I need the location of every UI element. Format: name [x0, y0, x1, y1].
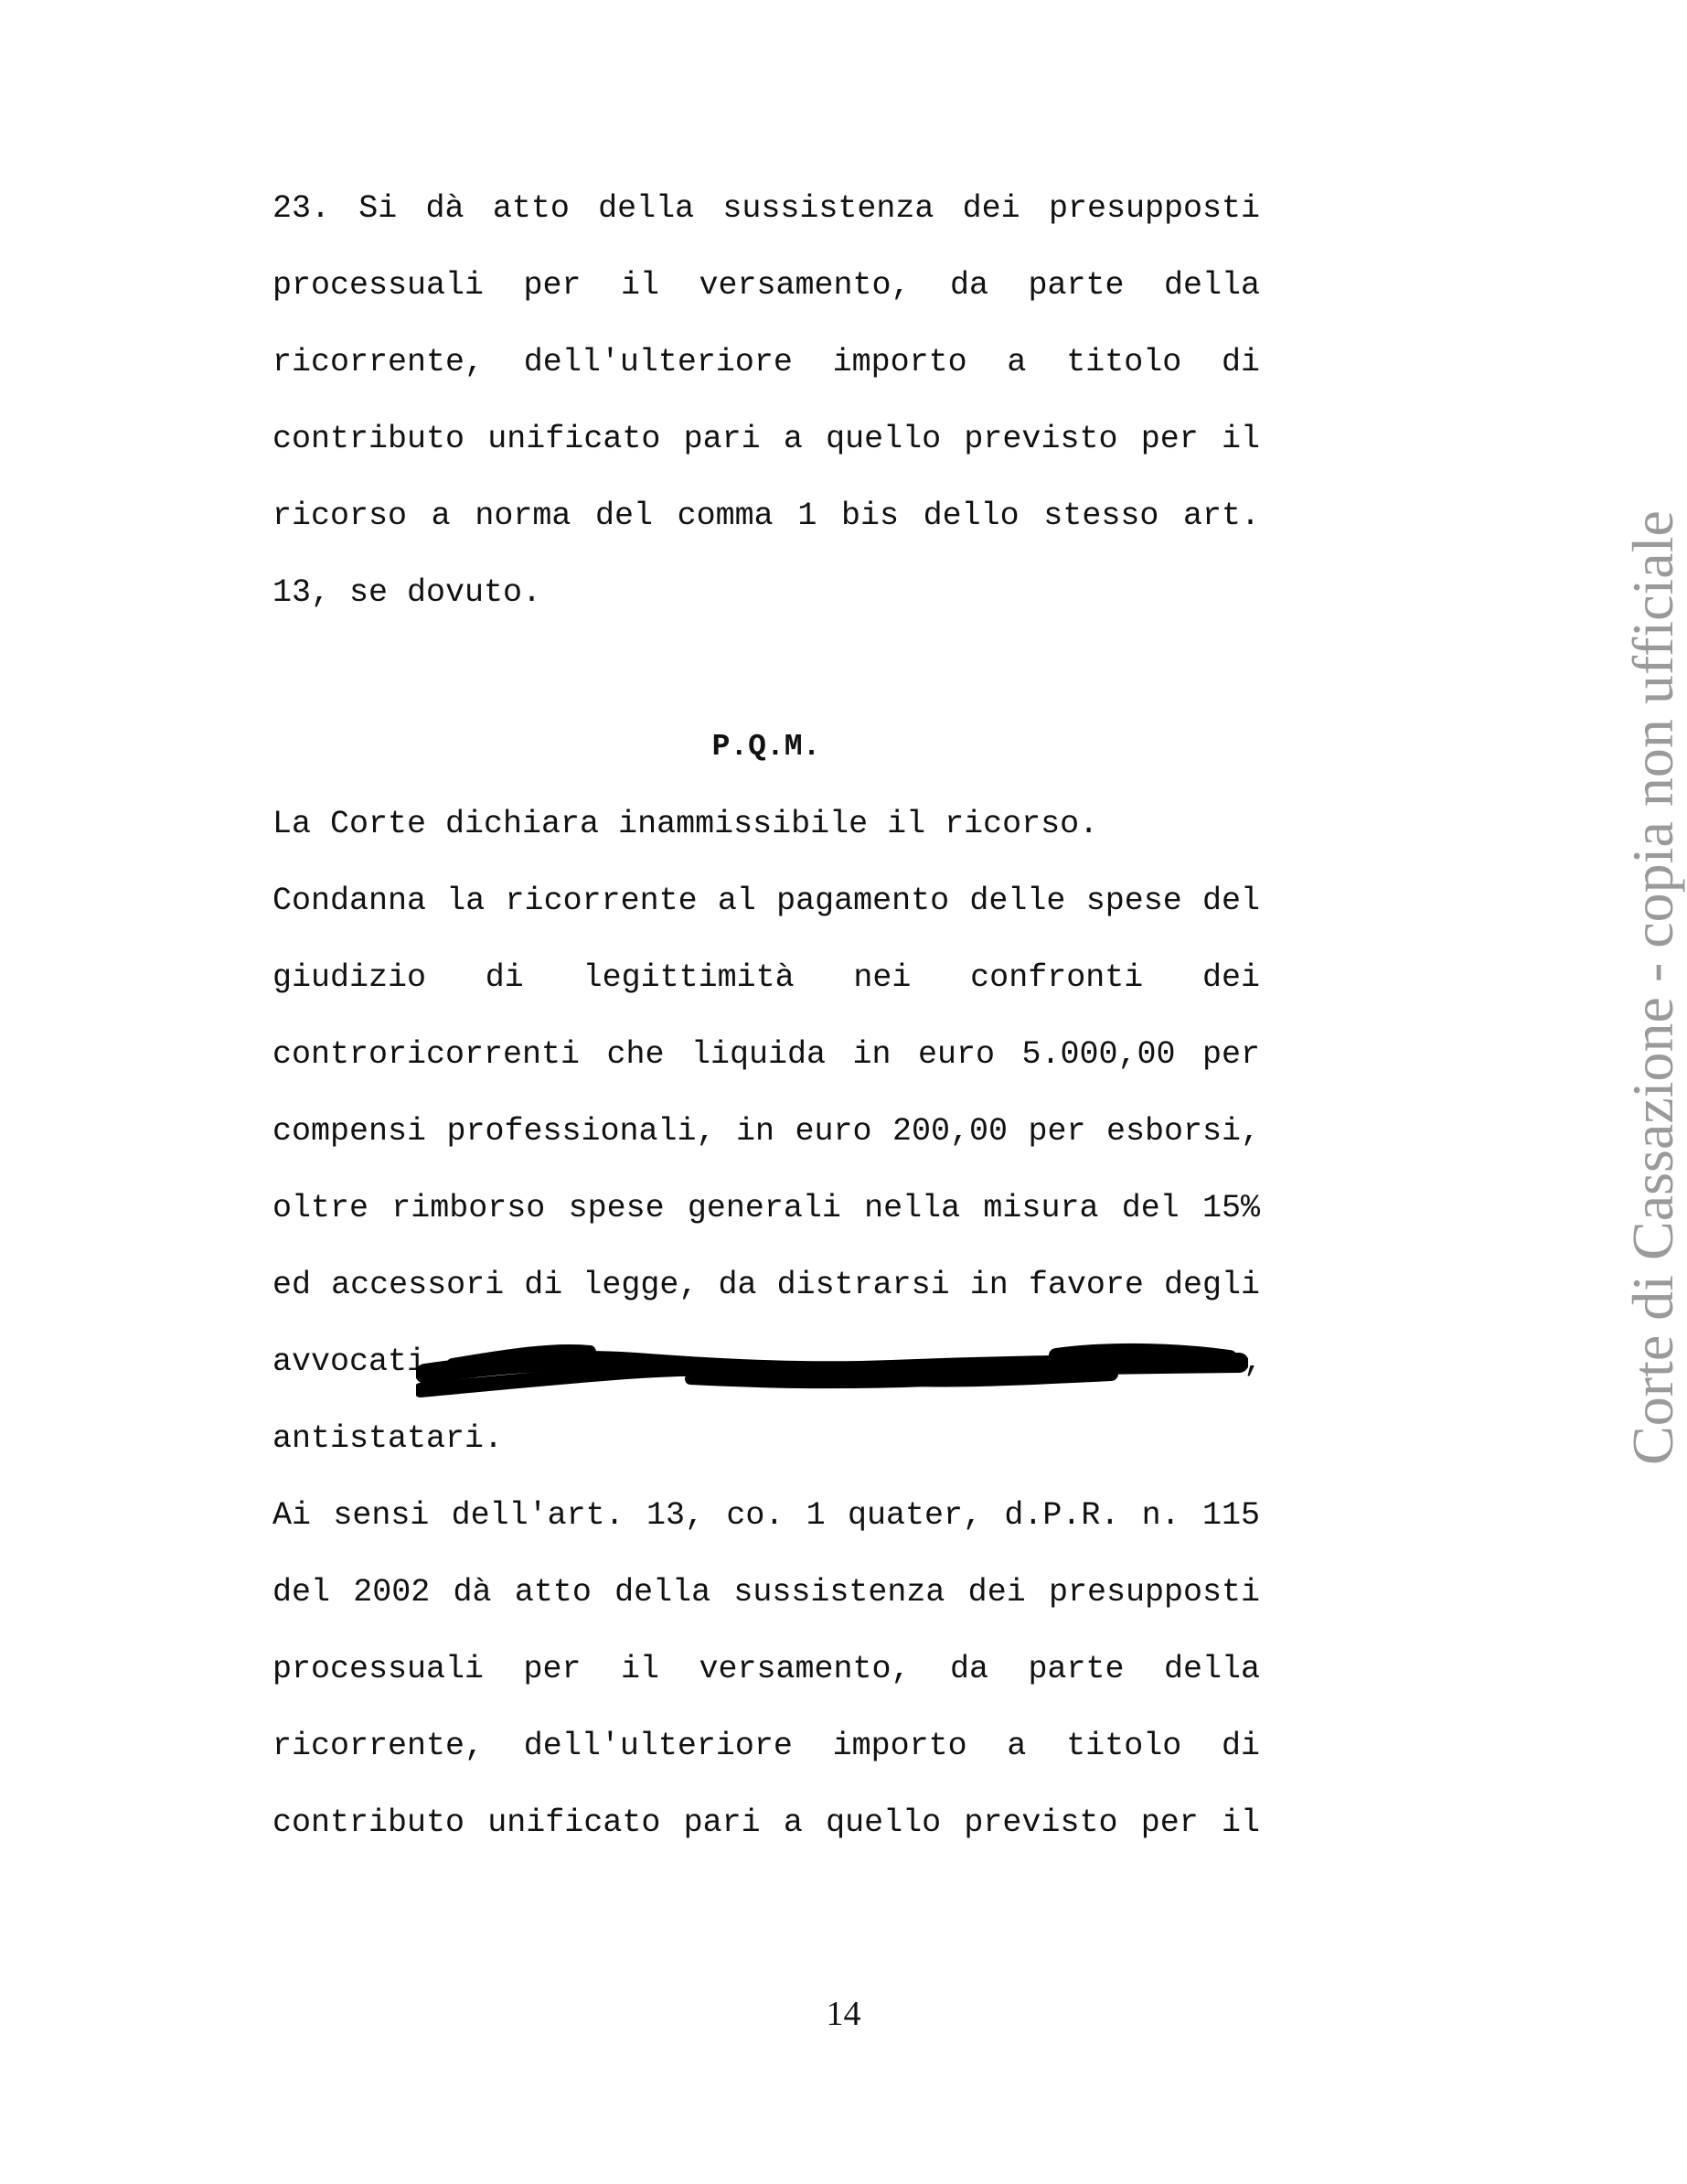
redacted-line-prefix: avvocati: [272, 1344, 427, 1380]
paragraph-23-line-1: 23. Si dà atto della sussistenza dei presupposti: [272, 190, 1260, 227]
watermark: Corte di Cassazione - copia non ufficiale: [1620, 510, 1685, 1465]
pqm-line-1: La Corte dichiara inammissibile il ricorso.: [272, 806, 1099, 842]
pqm-final-line-4: ricorrente, dell'ulteriore importo a titolo di: [272, 1728, 1260, 1764]
pqm-final-line-5: contributo unificato pari a quello previsto per il: [272, 1804, 1260, 1841]
pqm-line-2: Condanna la ricorrente al pagamento delle spese del: [272, 883, 1260, 919]
pqm-line-7: ed accessori di legge, da distrarsi in favore degli: [272, 1267, 1260, 1303]
redaction-scribble: [416, 1337, 1248, 1401]
pqm-heading: P.Q.M.: [711, 730, 821, 764]
paragraph-23-line-2: processuali per il versamento, da parte della: [272, 267, 1260, 304]
pqm-line-4: controricorrenti che liquida in euro 5.000,00 per: [272, 1036, 1260, 1073]
pqm-final-line-2: del 2002 dà atto della sussistenza dei presupposti: [272, 1574, 1260, 1611]
pqm-line-6: oltre rimborso spese generali nella misura del 15%: [272, 1190, 1260, 1226]
pqm-final-line-1: Ai sensi dell'art. 13, co. 1 quater, d.P.R. n. 115: [272, 1497, 1260, 1534]
pqm-line-antistatari: antistatari.: [272, 1420, 504, 1457]
pqm-line-5: compensi professionali, in euro 200,00 per esborsi,: [272, 1113, 1260, 1150]
paragraph-23-line-3: ricorrente, dell'ulteriore importo a titolo di: [272, 344, 1260, 380]
paragraph-23-line-4: contributo unificato pari a quello previsto per il: [272, 421, 1260, 457]
paragraph-23-line-6: 13, se dovuto.: [272, 574, 542, 611]
pqm-line-3: giudizio di legittimità nei confronti dei: [272, 959, 1260, 996]
page-number: 14: [826, 1995, 861, 2033]
paragraph-23-line-5: ricorso a norma del comma 1 bis dello stesso art.: [272, 498, 1260, 534]
pqm-final-line-3: processuali per il versamento, da parte della: [272, 1651, 1260, 1687]
redacted-line-suffix: ,: [1244, 1344, 1264, 1380]
